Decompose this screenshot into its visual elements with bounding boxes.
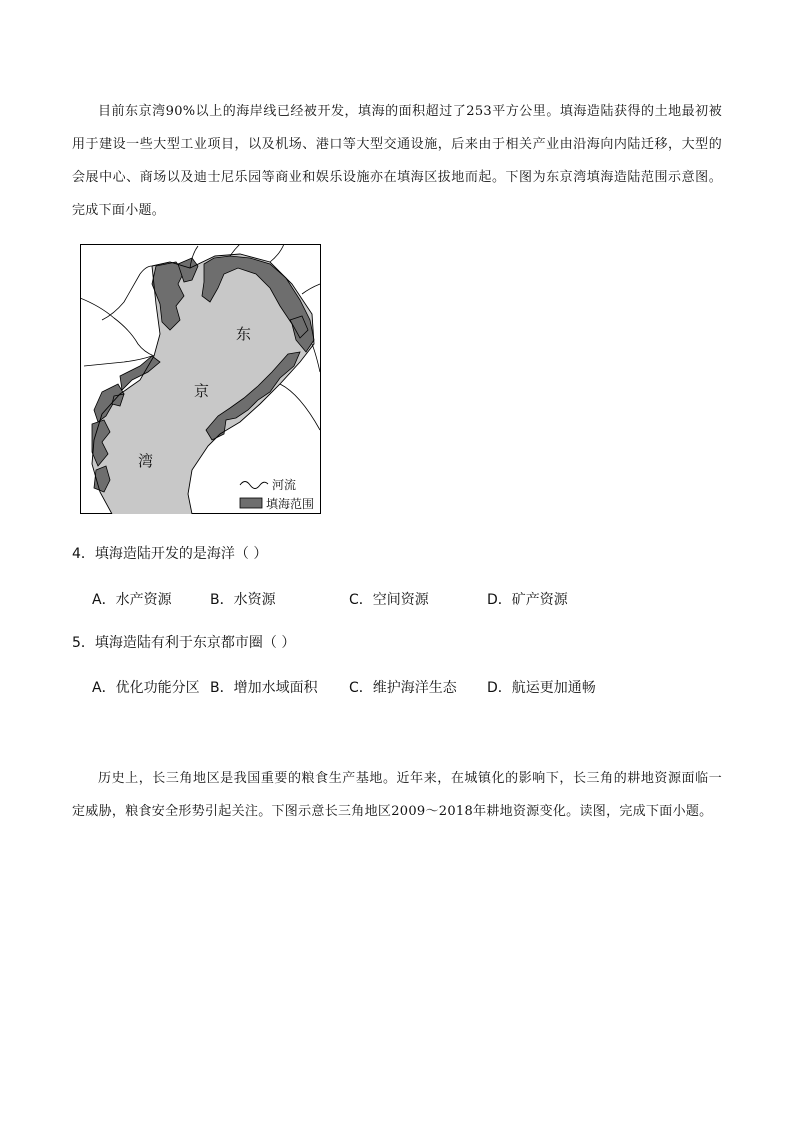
- legend-reclaim-symbol: [240, 498, 262, 508]
- map-label-capital: 京: [194, 382, 210, 400]
- map-label-east: 东: [236, 325, 252, 343]
- q4-option-a[interactable]: A．水产资源: [92, 592, 172, 608]
- question-4-stem: 4．填海造陆开发的是海洋（ ）: [72, 546, 268, 562]
- q5-option-b[interactable]: B．增加水域面积: [210, 680, 318, 696]
- second-passage: 历史上，长三角地区是我国重要的粮食生产基地。近年来，在城镇化的影响下，长三角的耕地资源面临一定威胁，粮食安全形势引起关注。下图示意长三角地区2009～2018年耕地资源变化。读图，完成下面小题。: [72, 771, 722, 819]
- q4-option-b[interactable]: B．水资源: [210, 592, 276, 608]
- legend-river-label: 河流: [272, 478, 297, 492]
- question-5-stem: 5．填海造陆有利于东京都市圈（ ）: [72, 635, 296, 651]
- intro-passage: 目前东京湾90%以上的海岸线已经被开发，填海的面积超过了253平方公里。填海造陆获得的土地最初被用于建设一些大型工业项目，以及机场、港口等大型交通设施，后来由于相关产业由沿海向内陆迁移，大型的会展中心、商场以及迪士尼乐园等商业和娱乐设施亦在填海区拔地而起。下图为东京湾填海造陆范围示意图。完成下面小题。: [72, 104, 722, 218]
- q5-option-d[interactable]: D．航运更加通畅: [487, 680, 596, 696]
- q4-option-c[interactable]: C．空间资源: [349, 592, 429, 608]
- q5-option-a[interactable]: A．优化功能分区: [92, 680, 200, 696]
- q5-option-c[interactable]: C．维护海洋生态: [349, 680, 457, 696]
- legend-reclaim-label: 填海范围: [266, 497, 315, 511]
- tokyo-bay-map: [80, 244, 321, 514]
- map-label-bay: 湾: [138, 452, 154, 470]
- q4-option-d[interactable]: D．矿产资源: [487, 592, 568, 608]
